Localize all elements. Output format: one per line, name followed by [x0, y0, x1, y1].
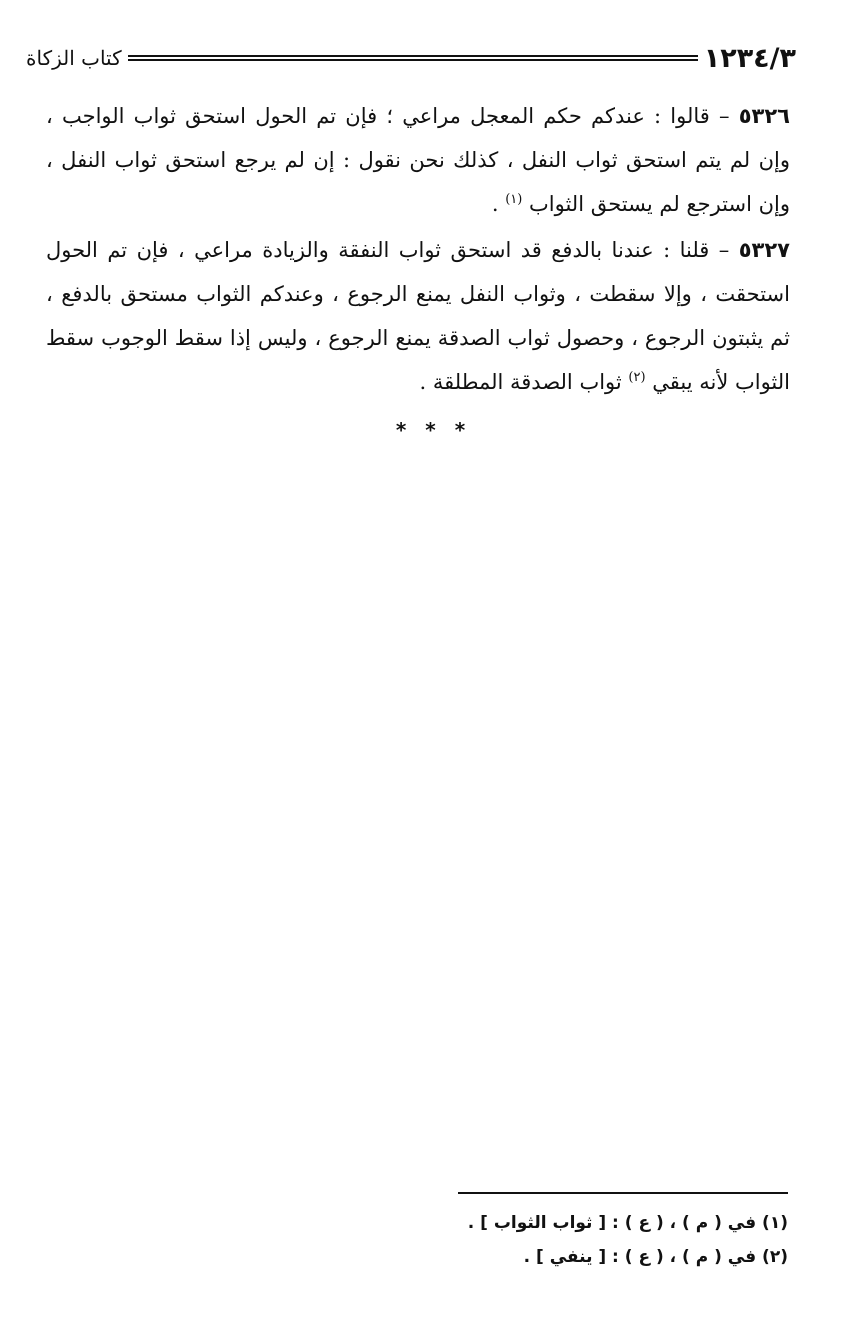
- footnote-marker: (٢): [628, 370, 646, 385]
- page-number: ١٢٣٤/٣: [703, 42, 796, 74]
- main-text: [46, 94, 790, 404]
- paragraph-text: – قلنا : عندنا بالدفع قد استحق ثواب النفقة والزيادة مراعي ، فإن تم الحول استحقت ، وإلا سقطت ، وثواب النفل يمنع الرجوع ، وعندكم الثواب مستحق بالدفع ، ثم يثبتون الرجوع ، وحصول ثواب الصدقة يمنع الرجوع ، وليس إذا سقط الوجوب سقط الثواب لأنه يبقي: [46, 238, 790, 394]
- footnote-marker: (١): [505, 192, 523, 207]
- footnote-1: (١) في ( م ) ، ( ع ) : [ ثواب الثواب ] .: [467, 1213, 788, 1233]
- footnotes: [300, 1206, 788, 1274]
- paragraph-5327: [46, 228, 790, 404]
- paragraph-number: ٥٣٢٦: [738, 104, 790, 128]
- paragraph-5326: [46, 94, 790, 226]
- paragraph-text-end: ثواب الصدقة المطلقة .: [419, 370, 629, 394]
- paragraph-text-end: .: [491, 192, 506, 216]
- paragraph-text: – قالوا : عندكم حكم المعجل مراعي ؛ فإن تم الحول استحق ثواب الواجب ، وإن لم يتم استحق ثواب النفل ، كذلك نحن نقول : إن لم يرجع استحق ثواب النفل ، وإن استرجع لم يستحق الثواب: [46, 104, 790, 216]
- footnote-rule: [458, 1192, 788, 1194]
- paragraph-number: ٥٣٢٧: [738, 238, 790, 262]
- book-title: كتاب الزكاة: [26, 46, 122, 70]
- running-header: [26, 38, 796, 78]
- footnote-2: (٢) في ( م ) ، ( ع ) : [ ينفي ] .: [523, 1247, 788, 1267]
- header-rule: [128, 55, 698, 61]
- section-separator: * * *: [395, 418, 472, 442]
